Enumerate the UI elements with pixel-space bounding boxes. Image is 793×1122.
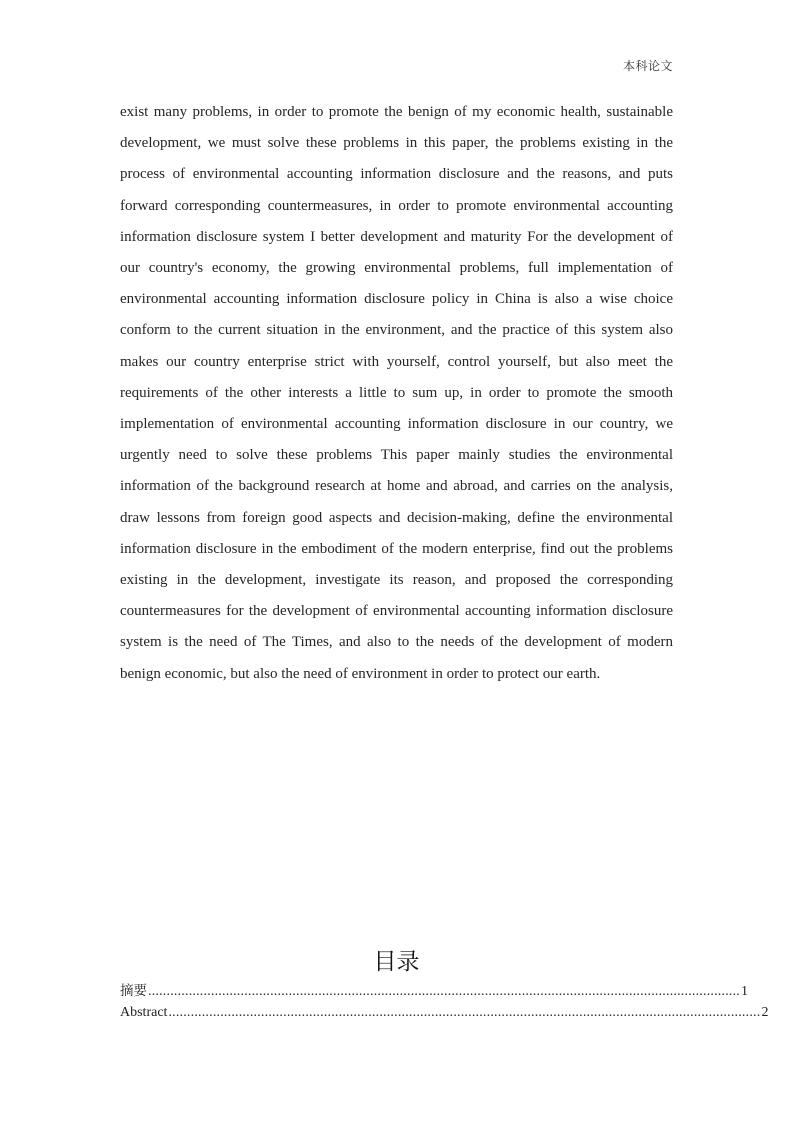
toc-entry-label: 摘要 <box>120 983 147 999</box>
toc-entry-page: 2 <box>761 1005 769 1020</box>
toc-leader-dots: ................................................................................................................................................................ <box>148 984 740 999</box>
table-of-contents <box>120 981 769 1023</box>
toc-entry-abstract-en[interactable] <box>120 1002 769 1023</box>
body-paragraph: exist many problems, in order to promote the benign of my economic health, sustainable development, we must solve these problems in this paper, the problems existing in the process of environmental accounting information disclosure and the reasons, and puts forward corresponding countermeasures, in order to promote environmental accounting information disclosure system I better development and maturity For the development of our country's economy, the growing environmental problems, full implementation of environmental accounting information disclosure policy in China is also a wise choice conform to the current situation in the environment, and the practice of this system also makes our country enterprise strict with yourself, control yourself, but also meet the requirements of the other interests a little to sum up, in order to promote the smooth implementation of environmental accounting information disclosure in our country, we urgently need to solve these problems This paper mainly studies the environmental information of the background research at home and abroad, and carries on the analysis, draw lessons from foreign good aspects and decision-making, define the environmental information disclosure in the embodiment of the modern enterprise, find out the problems existing in the development, investigate its reason, and proposed the corresponding countermeasures for the development of environmental accounting information disclosure system is the need of The Times, and also to the needs of the development of modern benign economic, but also the need of environment in order to protect our earth. <box>120 104 673 682</box>
running-header: 本科论文 <box>622 59 673 73</box>
toc-entry-abstract-cn[interactable] <box>120 981 748 1002</box>
toc-entry-page: 1 <box>741 984 748 999</box>
toc-entry-label: Abstract <box>120 1005 168 1020</box>
toc-title: 目录 <box>373 949 420 975</box>
toc-leader-dots: ................................................................................................................................................................ <box>168 1005 761 1020</box>
